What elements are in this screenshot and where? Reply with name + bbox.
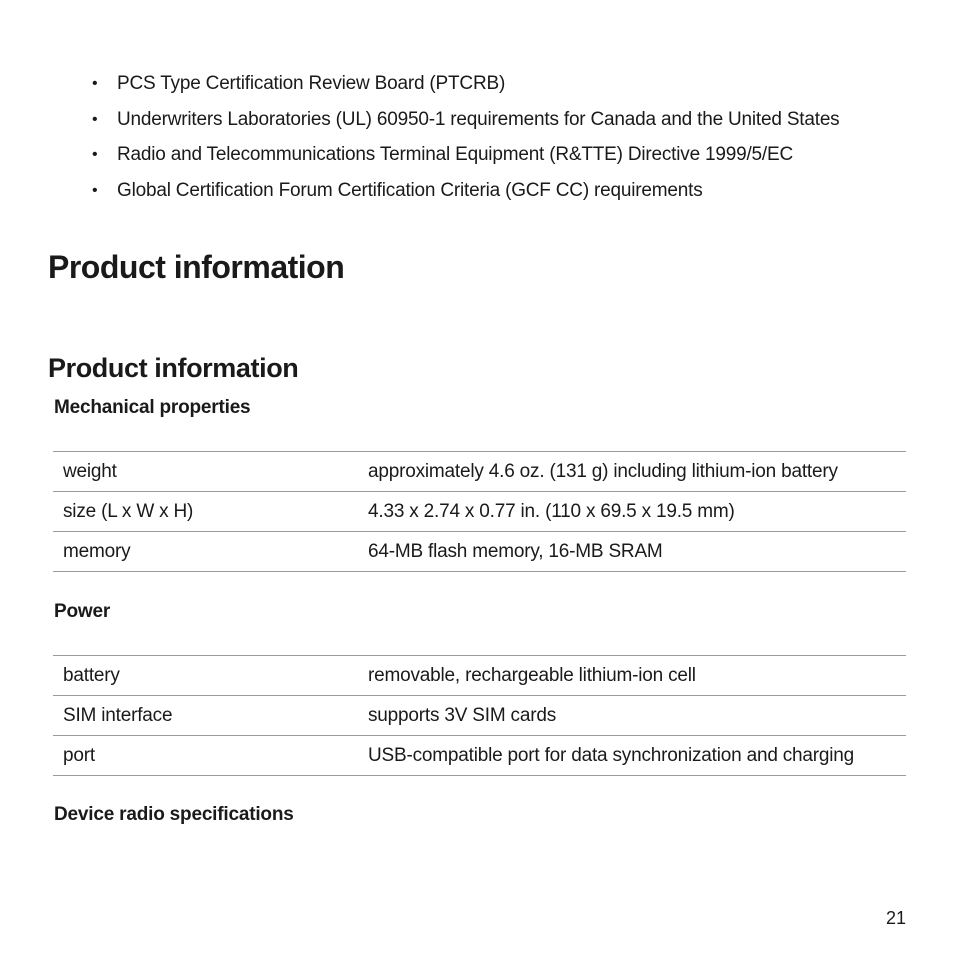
spec-key: weight bbox=[53, 452, 358, 492]
certification-list bbox=[92, 70, 839, 212]
subsection-title: Product information bbox=[48, 353, 299, 383]
list-item-text: Global Certification Forum Certification Criteria (GCF CC) requirements bbox=[117, 179, 703, 201]
table-row bbox=[53, 532, 906, 572]
list-item-text: PCS Type Certification Review Board (PTCRB) bbox=[117, 73, 506, 94]
list-item bbox=[92, 141, 839, 177]
spec-key: memory bbox=[53, 532, 358, 572]
power-table bbox=[53, 655, 906, 776]
spec-value: approximately 4.6 oz. (131 g) including lithium-ion battery bbox=[358, 452, 906, 492]
table-row bbox=[53, 696, 906, 736]
list-item-text: Underwriters Laboratories (UL) 60950-1 requirements for Canada and the United States bbox=[117, 108, 840, 130]
bullet-icon: • bbox=[92, 146, 98, 163]
spec-value: supports 3V SIM cards bbox=[358, 696, 906, 736]
spec-key: SIM interface bbox=[53, 696, 358, 736]
spec-key: size (L x W x H) bbox=[53, 492, 358, 532]
spec-value: 64-MB flash memory, 16-MB SRAM bbox=[358, 532, 906, 572]
bullet-icon: • bbox=[92, 110, 98, 128]
bullet-icon: • bbox=[92, 75, 98, 92]
spec-value: USB-compatible port for data synchronization and charging bbox=[358, 736, 906, 776]
list-item bbox=[92, 70, 839, 106]
page-number: 21 bbox=[885, 908, 906, 928]
power-heading: Power bbox=[54, 601, 111, 622]
spec-key: port bbox=[53, 736, 358, 776]
table-row bbox=[53, 736, 906, 776]
spec-value: removable, rechargeable lithium-ion cell bbox=[358, 656, 906, 696]
table-row bbox=[53, 452, 906, 492]
mechanical-heading: Mechanical properties bbox=[54, 397, 251, 418]
table-row bbox=[53, 656, 906, 696]
table-row bbox=[53, 492, 906, 532]
bullet-icon: • bbox=[92, 181, 98, 199]
mechanical-table bbox=[53, 451, 906, 572]
list-item bbox=[92, 177, 839, 213]
radio-heading: Device radio specifications bbox=[54, 804, 294, 825]
section-title: Product information bbox=[48, 249, 345, 285]
spec-value: 4.33 x 2.74 x 0.77 in. (110 x 69.5 x 19.5 mm) bbox=[358, 492, 906, 532]
list-item-text: Radio and Telecommunications Terminal Equipment (R&TTE) Directive 1999/5/EC bbox=[117, 144, 793, 165]
list-item bbox=[92, 106, 839, 142]
spec-key: battery bbox=[53, 656, 358, 696]
